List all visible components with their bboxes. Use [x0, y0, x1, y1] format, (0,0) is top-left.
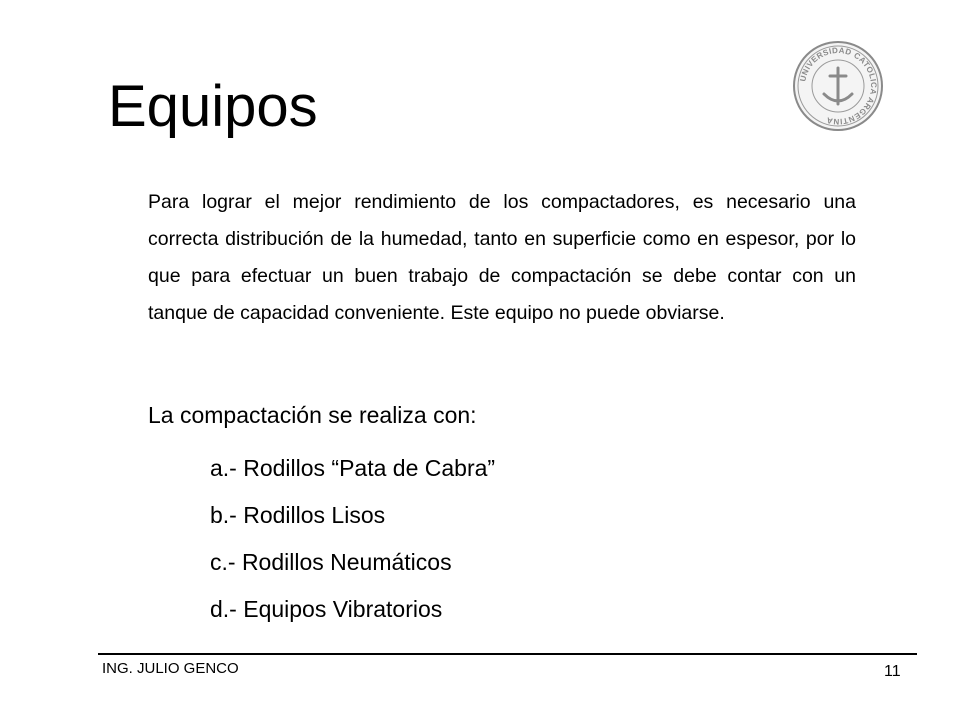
- footer-author: ING. JULIO GENCO: [102, 660, 239, 677]
- list-item: b.- Rodillos Lisos: [210, 502, 386, 528]
- list-item: d.- Equipos Vibratorios: [210, 596, 443, 622]
- slide-title: Equipos: [108, 74, 318, 139]
- body-paragraph: Para lograr el mejor rendimiento de los compactadores, es necesario una correcta distribución de la humedad, tanto en superficie como en espesor, por lo que para efectuar un buen trabajo de compactación se debe contar con un tanque de capacidad conveniente. Este equipo no puede obviarse.: [148, 191, 856, 324]
- university-seal-icon: [792, 40, 884, 132]
- list-item: a.- Rodillos “Pata de Cabra”: [210, 455, 496, 481]
- footer-divider: [98, 653, 917, 655]
- seal-text: UNIVERSIDAD CATOLICA ARGENTINA: [798, 45, 879, 127]
- page-number: 11: [884, 663, 901, 680]
- equipment-list: [210, 450, 495, 638]
- list-item: c.- Rodillos Neumáticos: [210, 549, 452, 575]
- list-intro: La compactación se realiza con:: [148, 402, 477, 428]
